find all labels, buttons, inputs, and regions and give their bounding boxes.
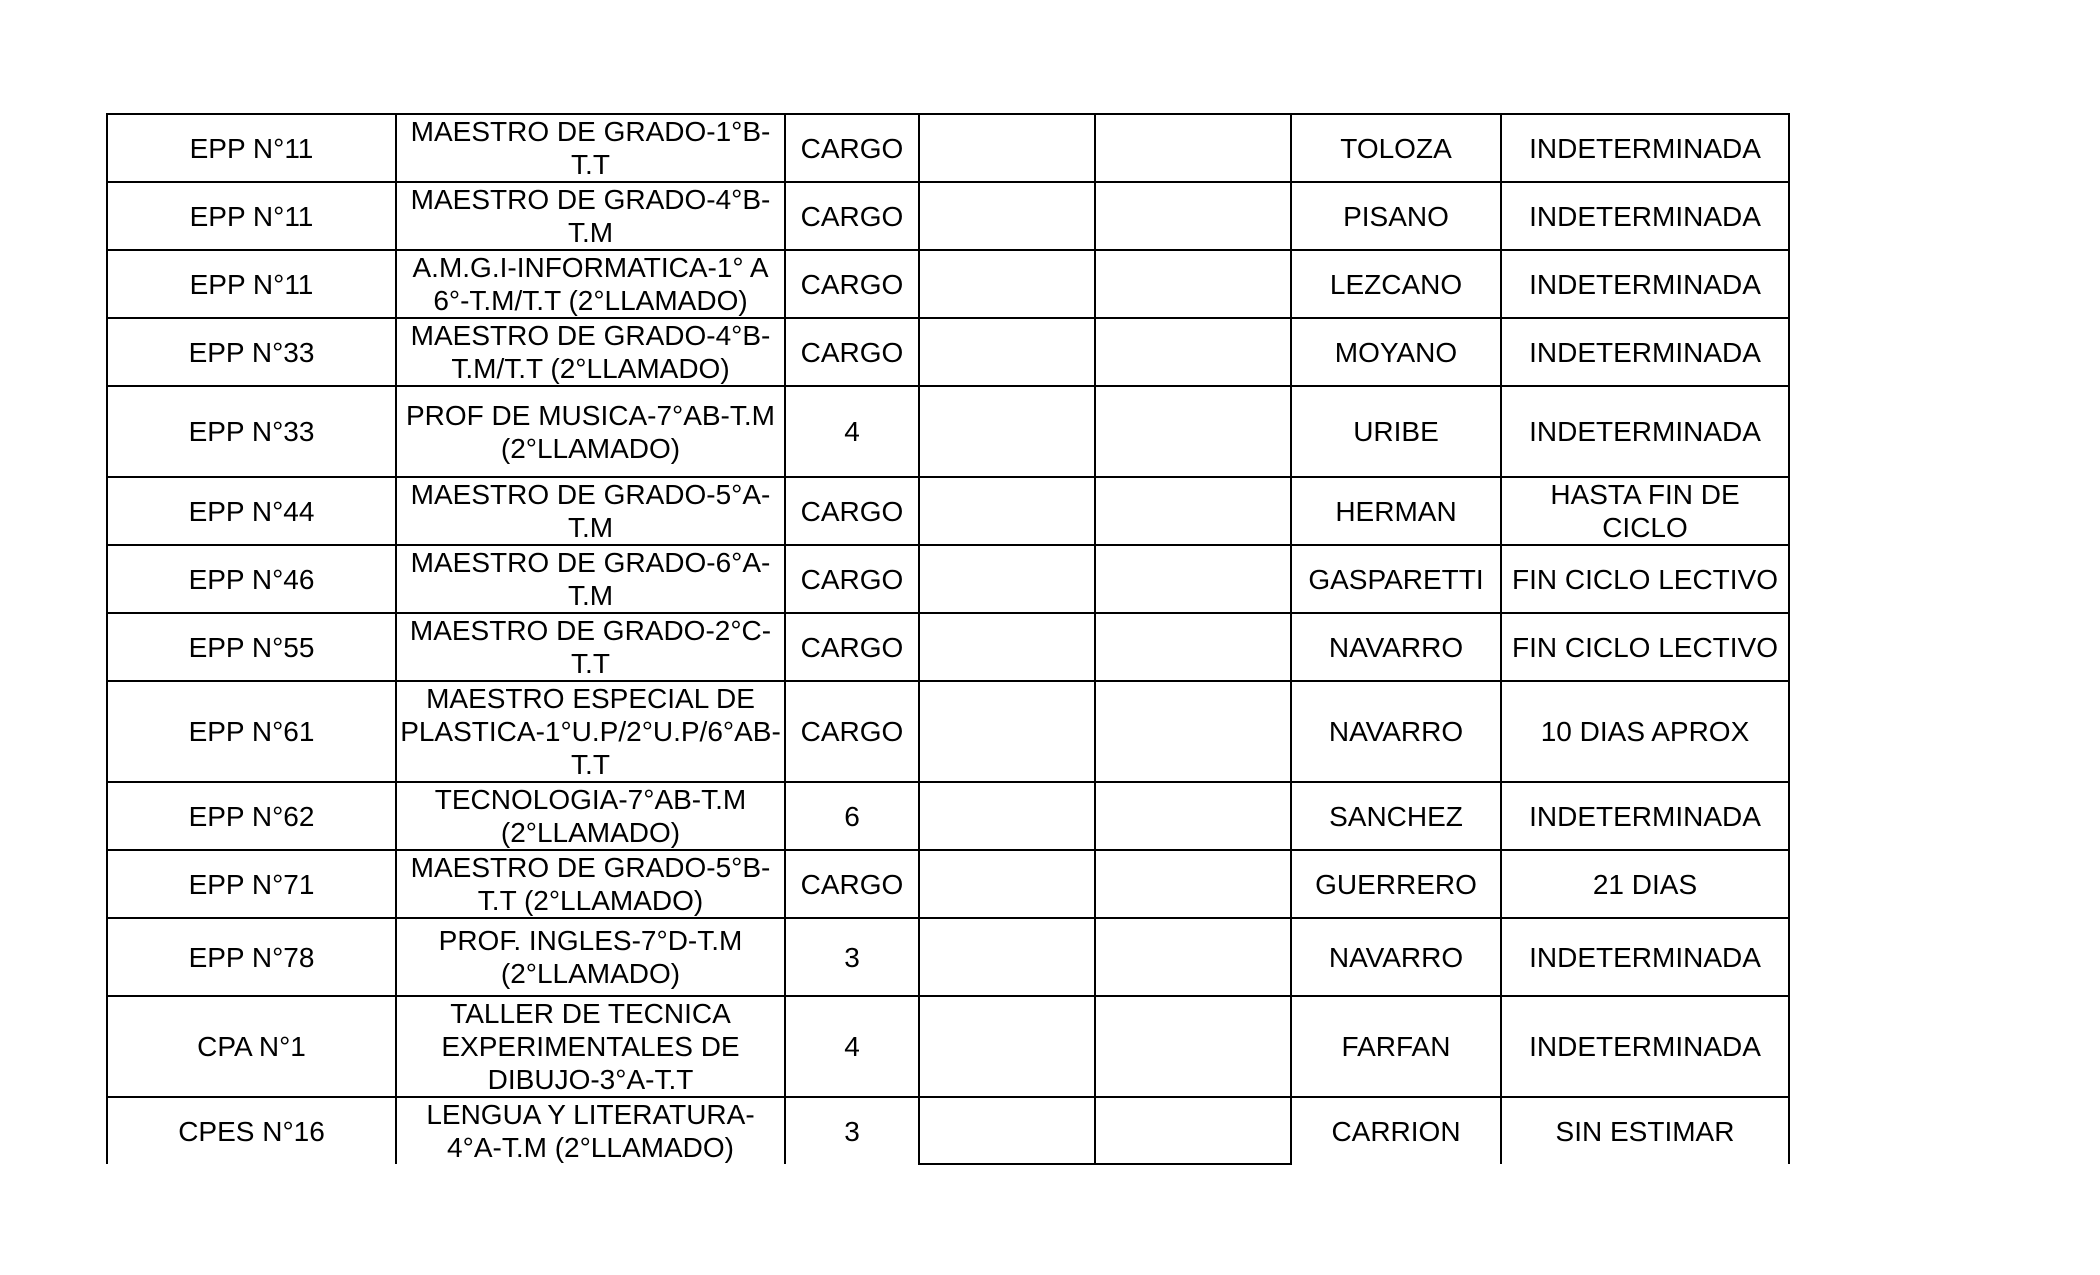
position-cell: MAESTRO DE GRADO-4°B-T.M/T.T (2°LLAMADO) xyxy=(396,318,785,386)
position-cell: LENGUA Y LITERATURA-4°A-T.M (2°LLAMADO) xyxy=(396,1097,785,1164)
empty-cell xyxy=(919,318,1095,386)
empty-cell xyxy=(919,681,1095,782)
table-row xyxy=(107,1097,1789,1164)
teacher-cell: HERMAN xyxy=(1291,477,1501,545)
empty-cell xyxy=(1095,850,1291,918)
school-cell: EPP N°71 xyxy=(107,850,396,918)
position-cell: MAESTRO DE GRADO-5°B-T.T (2°LLAMADO) xyxy=(396,850,785,918)
table-row xyxy=(107,545,1789,613)
duration-cell: INDETERMINADA xyxy=(1501,250,1789,318)
table-row xyxy=(107,318,1789,386)
teacher-cell: GUERRERO xyxy=(1291,850,1501,918)
school-cell: EPP N°11 xyxy=(107,250,396,318)
duration-cell: INDETERMINADA xyxy=(1501,386,1789,477)
duration-cell: 21 DIAS xyxy=(1501,850,1789,918)
empty-cell xyxy=(1095,996,1291,1097)
empty-cell xyxy=(919,918,1095,996)
duration-cell: INDETERMINADA xyxy=(1501,782,1789,850)
empty-cell xyxy=(1095,681,1291,782)
empty-cell xyxy=(919,545,1095,613)
empty-cell xyxy=(919,114,1095,182)
position-cell: A.M.G.I-INFORMATICA-1° A 6°-T.M/T.T (2°LLAMADO) xyxy=(396,250,785,318)
duration-cell: INDETERMINADA xyxy=(1501,182,1789,250)
duration-cell: FIN CICLO LECTIVO xyxy=(1501,613,1789,681)
empty-cell xyxy=(1095,386,1291,477)
empty-cell xyxy=(1095,782,1291,850)
vacancies-table xyxy=(106,113,1790,1165)
table-row xyxy=(107,477,1789,545)
duration-cell: INDETERMINADA xyxy=(1501,318,1789,386)
empty-cell xyxy=(1095,182,1291,250)
school-cell: EPP N°44 xyxy=(107,477,396,545)
school-cell: EPP N°33 xyxy=(107,318,396,386)
hours-cell: CARGO xyxy=(785,545,919,613)
teacher-cell: FARFAN xyxy=(1291,996,1501,1097)
table-row xyxy=(107,681,1789,782)
hours-cell: CARGO xyxy=(785,114,919,182)
school-cell: EPP N°62 xyxy=(107,782,396,850)
position-cell: MAESTRO DE GRADO-2°C-T.T xyxy=(396,613,785,681)
school-cell: EPP N°46 xyxy=(107,545,396,613)
school-cell: EPP N°11 xyxy=(107,114,396,182)
school-cell: EPP N°61 xyxy=(107,681,396,782)
empty-cell xyxy=(919,386,1095,477)
duration-cell: INDETERMINADA xyxy=(1501,114,1789,182)
empty-cell xyxy=(919,613,1095,681)
teacher-cell: NAVARRO xyxy=(1291,681,1501,782)
position-cell: MAESTRO DE GRADO-6°A-T.M xyxy=(396,545,785,613)
hours-cell: CARGO xyxy=(785,182,919,250)
empty-cell xyxy=(1095,477,1291,545)
empty-cell xyxy=(1095,318,1291,386)
school-cell: EPP N°78 xyxy=(107,918,396,996)
teacher-cell: NAVARRO xyxy=(1291,918,1501,996)
empty-cell xyxy=(1095,613,1291,681)
empty-cell xyxy=(1095,1097,1291,1164)
position-cell: MAESTRO ESPECIAL DE PLASTICA-1°U.P/2°U.P/6°AB-T.T xyxy=(396,681,785,782)
teacher-cell: URIBE xyxy=(1291,386,1501,477)
position-cell: TALLER DE TECNICA EXPERIMENTALES DE DIBUJO-3°A-T.T xyxy=(396,996,785,1097)
table-row xyxy=(107,918,1789,996)
hours-cell: CARGO xyxy=(785,681,919,782)
duration-cell: SIN ESTIMAR xyxy=(1501,1097,1789,1164)
duration-cell: HASTA FIN DE CICLO xyxy=(1501,477,1789,545)
empty-cell xyxy=(919,182,1095,250)
empty-cell xyxy=(1095,114,1291,182)
teacher-cell: TOLOZA xyxy=(1291,114,1501,182)
hours-cell: 4 xyxy=(785,996,919,1097)
hours-cell: 6 xyxy=(785,782,919,850)
hours-cell: CARGO xyxy=(785,318,919,386)
table-row xyxy=(107,782,1789,850)
empty-cell xyxy=(1095,250,1291,318)
school-cell: EPP N°33 xyxy=(107,386,396,477)
hours-cell: 4 xyxy=(785,386,919,477)
teacher-cell: GASPARETTI xyxy=(1291,545,1501,613)
empty-cell xyxy=(919,477,1095,545)
teacher-cell: NAVARRO xyxy=(1291,613,1501,681)
table-row xyxy=(107,114,1789,182)
hours-cell: 3 xyxy=(785,1097,919,1164)
teacher-cell: MOYANO xyxy=(1291,318,1501,386)
empty-cell xyxy=(1095,918,1291,996)
empty-cell xyxy=(919,996,1095,1097)
empty-cell xyxy=(919,1097,1095,1164)
empty-cell xyxy=(919,850,1095,918)
table-row xyxy=(107,182,1789,250)
teacher-cell: CARRION xyxy=(1291,1097,1501,1164)
table-row xyxy=(107,996,1789,1097)
empty-cell xyxy=(919,250,1095,318)
teacher-cell: PISANO xyxy=(1291,182,1501,250)
school-cell: EPP N°11 xyxy=(107,182,396,250)
teacher-cell: SANCHEZ xyxy=(1291,782,1501,850)
duration-cell: 10 DIAS APROX xyxy=(1501,681,1789,782)
teacher-cell: LEZCANO xyxy=(1291,250,1501,318)
position-cell: PROF DE MUSICA-7°AB-T.M (2°LLAMADO) xyxy=(396,386,785,477)
empty-cell xyxy=(1095,545,1291,613)
hours-cell: CARGO xyxy=(785,613,919,681)
hours-cell: CARGO xyxy=(785,850,919,918)
school-cell: CPA N°1 xyxy=(107,996,396,1097)
position-cell: TECNOLOGIA-7°AB-T.M (2°LLAMADO) xyxy=(396,782,785,850)
position-cell: MAESTRO DE GRADO-1°B-T.T xyxy=(396,114,785,182)
empty-cell xyxy=(919,782,1095,850)
school-cell: CPES N°16 xyxy=(107,1097,396,1164)
school-cell: EPP N°55 xyxy=(107,613,396,681)
position-cell: MAESTRO DE GRADO-5°A-T.M xyxy=(396,477,785,545)
hours-cell: CARGO xyxy=(785,477,919,545)
position-cell: PROF. INGLES-7°D-T.M (2°LLAMADO) xyxy=(396,918,785,996)
table-row xyxy=(107,250,1789,318)
hours-cell: 3 xyxy=(785,918,919,996)
duration-cell: INDETERMINADA xyxy=(1501,996,1789,1097)
duration-cell: FIN CICLO LECTIVO xyxy=(1501,545,1789,613)
table-row xyxy=(107,850,1789,918)
table-row xyxy=(107,613,1789,681)
hours-cell: CARGO xyxy=(785,250,919,318)
position-cell: MAESTRO DE GRADO-4°B-T.M xyxy=(396,182,785,250)
duration-cell: INDETERMINADA xyxy=(1501,918,1789,996)
table-row xyxy=(107,386,1789,477)
